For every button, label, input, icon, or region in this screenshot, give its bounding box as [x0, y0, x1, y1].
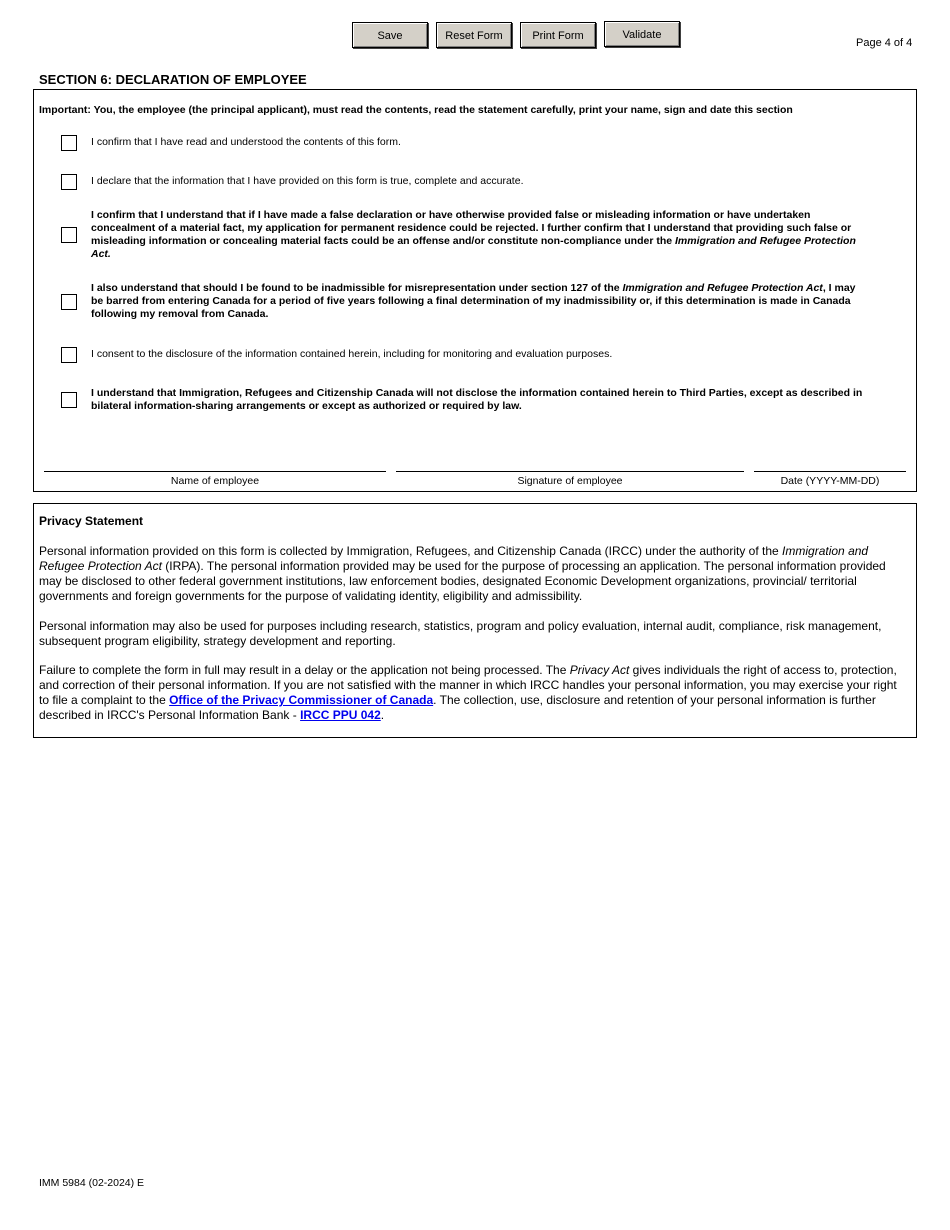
declaration-text-3: I confirm that I understand that if I have made a false declaration or have otherwise provided false or misleading information or have undertaken concealment of a material fact, my application for permanent residence could be rejected. I further confirm that I understand that providing such false or misleading information or concealing material facts could be an offense and/or constitute non-compliance under the Immigration and Refugee Protection Act. [91, 209, 856, 260]
print-form-button[interactable]: Print Form [520, 22, 596, 48]
declaration-text-1: I confirm that I have read and understood the contents of this form. [91, 136, 401, 148]
name-of-employee-line[interactable] [44, 471, 386, 472]
signature-of-employee-label: Signature of employee [517, 475, 623, 487]
declaration-text-2: I declare that the information that I have provided on this form is true, complete and accurate. [91, 175, 524, 187]
declaration-checkbox-6[interactable] [61, 392, 77, 408]
declaration-box [33, 89, 917, 492]
date-line[interactable] [754, 471, 906, 472]
signature-of-employee-line[interactable] [396, 471, 744, 472]
declaration-text-4: I also understand that should I be found to be inadmissible for misrepresentation under section 127 of the Immigration and Refugee Protection Act, I may be barred from entering Canada for a period of five years following a final determination of my inadmissibility or, if this determination is made in Canada following my removal from Canada. [91, 282, 856, 320]
ircc-ppu-042-link[interactable]: IRCC PPU 042 [300, 708, 381, 722]
declaration-text-5: I consent to the disclosure of the information contained herein, including for monitoring and evaluation purposes. [91, 348, 613, 360]
section-title: SECTION 6: DECLARATION OF EMPLOYEE [39, 72, 307, 87]
declaration-checkbox-1[interactable] [61, 135, 77, 151]
privacy-paragraph-1: Personal information provided on this form is collected by Immigration, Refugees, and Citizenship Canada (IRCC) under the authority of the Immigration and Refugee Protection Act (IRPA). The personal information provided may be used for the purpose of processing an application. The personal information provided may be disclosed to other federal government institutions, law enforcement bodies, designated Economic Development organizations, provincial/ territorial governments and foreign governments for the purpose of validating identity, eligibility and admissibility. [39, 544, 886, 603]
declaration-checkbox-4[interactable] [61, 294, 77, 310]
privacy-paragraph-2: Personal information may also be used for purposes including research, statistics, program and policy evaluation, internal audit, compliance, risk management, subsequent program eligibility, strategy development and reporting. [39, 619, 882, 648]
important-notice: Important: You, the employee (the principal applicant), must read the contents, read the statement carefully, print your name, sign and date this section [39, 104, 793, 116]
privacy-commissioner-link[interactable]: Office of the Privacy Commissioner of Canada [169, 693, 434, 707]
date-label: Date (YYYY-MM-DD) [780, 475, 880, 487]
declaration-checkbox-5[interactable] [61, 347, 77, 363]
privacy-paragraph-3: Failure to complete the form in full may result in a delay or the application not being processed. The Privacy Act gives individuals the right of access to, protection, and correction of their personal information. If you are not satisfied with the manner in which IRCC handles your personal information, you may exercise your right to file a complaint to the Office of the Privacy Commissioner of Canada. The collection, use, disclosure and retention of your personal information is further described in IRCC's Personal Information Bank - IRCC PPU 042. [39, 663, 897, 722]
reset-form-button[interactable]: Reset Form [436, 22, 512, 48]
validate-button[interactable]: Validate [604, 21, 680, 47]
save-button[interactable]: Save [352, 22, 428, 48]
name-of-employee-label: Name of employee [170, 475, 260, 487]
privacy-title: Privacy Statement [39, 514, 144, 528]
declaration-checkbox-3[interactable] [61, 227, 77, 243]
form-code: IMM 5984 (02-2024) E [39, 1177, 145, 1189]
declaration-checkbox-2[interactable] [61, 174, 77, 190]
declaration-text-6: I understand that Immigration, Refugees and Citizenship Canada will not disclose the information contained herein to Third Parties, except as described in bilateral information-sharing arrangements or except as authorized or required by law. [91, 387, 863, 412]
privacy-statement-box [33, 503, 917, 738]
page-indicator: Page 4 of 4 [856, 37, 913, 49]
